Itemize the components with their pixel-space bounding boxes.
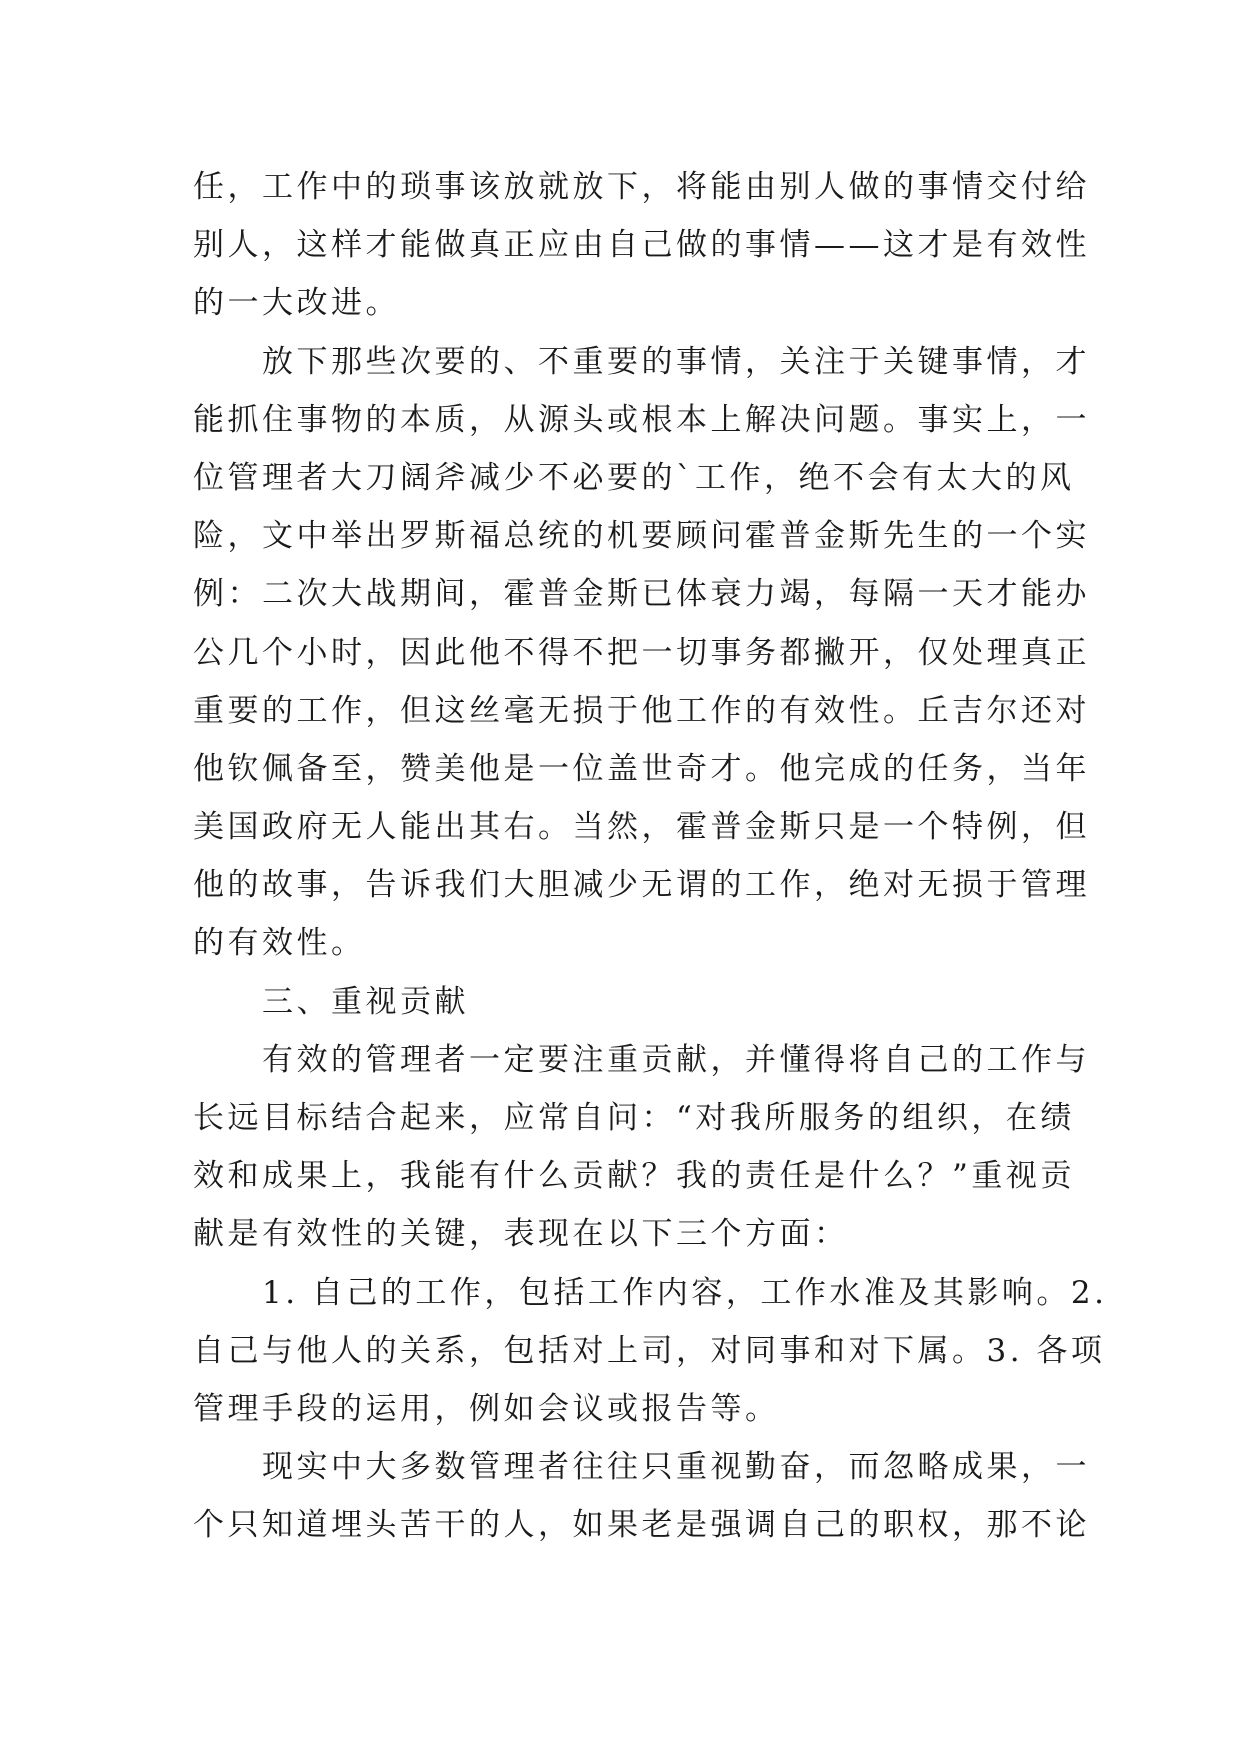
text-line: 管理手段的运用，例如会议或报告等。 [193, 1390, 780, 1427]
text-line: 现实中大多数管理者往往只重视勤奋，而忽略成果，一 [193, 1449, 1090, 1486]
text-line: 位管理者大刀阔斧减少不必要的`工作，绝不会有太大的风 [193, 459, 1075, 496]
text-line: 例：二次大战期间，霍普金斯已体衰力竭，每隔一天才能办 [193, 576, 1090, 613]
text-line: 的有效性。 [193, 925, 366, 962]
text-line: 他的故事，告诉我们大胆减少无谓的工作，绝对无损于管理 [193, 867, 1090, 904]
text-line: 效和成果上，我能有什么贡献？我的责任是什么？”重视贡 [193, 1158, 1075, 1195]
text-line: 重要的工作，但这丝毫无损于他工作的有效性。丘吉尔还对 [193, 692, 1090, 729]
text-line: 公几个小时，因此他不得不把一切事务都撇开，仅处理真正 [193, 634, 1090, 671]
text-line: 他钦佩备至，赞美他是一位盖世奇才。他完成的任务，当年 [193, 750, 1090, 787]
text-line: 险，文中举出罗斯福总统的机要顾问霍普金斯先生的一个实 [193, 518, 1090, 555]
text-line: 个只知道埋头苦干的人，如果老是强调自己的职权，那不论 [193, 1507, 1090, 1544]
body-text [193, 158, 1108, 1555]
text-line: 能抓住事物的本质，从源头或根本上解决问题。事实上，一 [193, 401, 1090, 438]
text-line: 自己与他人的关系，包括对上司，对同事和对下属。3. 各项 [193, 1332, 1106, 1369]
text-line: 美国政府无人能出其右。当然，霍普金斯只是一个特例，但 [193, 809, 1090, 846]
text-line: 放下那些次要的、不重要的事情，关注于关键事情，才 [193, 343, 1090, 380]
text-line: 1. 自己的工作，包括工作内容，工作水准及其影响。2. [193, 1274, 1108, 1311]
text-line: 的一大改进。 [193, 285, 400, 322]
text-line: 献是有效性的关键，表现在以下三个方面： [193, 1216, 849, 1253]
section-heading: 三、重视贡献 [193, 983, 469, 1020]
text-line: 长远目标结合起来，应常自问：“对我所服务的组织，在绩 [193, 1100, 1075, 1136]
text-line: 任，工作中的琐事该放就放下，将能由别人做的事情交付给 [193, 169, 1090, 205]
text-line: 别人，这样才能做真正应由自己做的事情——这才是有效性 [193, 227, 1090, 264]
text-line: 有效的管理者一定要注重贡献，并懂得将自己的工作与 [193, 1041, 1090, 1078]
